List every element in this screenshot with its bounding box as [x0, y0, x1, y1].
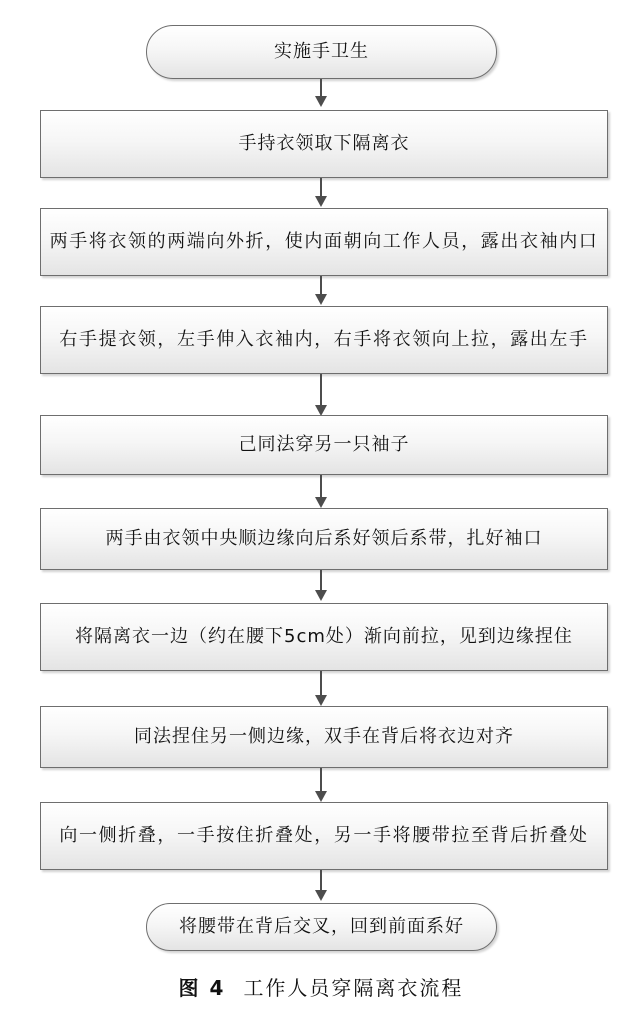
step-1-text: 手持衣领取下隔离衣 — [238, 133, 410, 154]
figure-number: 图 4 — [178, 976, 226, 1000]
connector-1 — [320, 79, 322, 97]
start-node — [146, 25, 497, 79]
connector-9 — [320, 870, 322, 891]
arrowhead-5 — [315, 497, 327, 508]
end-node — [146, 903, 497, 951]
step-5 — [40, 508, 608, 570]
step-6 — [40, 603, 608, 671]
connector-2 — [320, 178, 322, 197]
step-1 — [40, 110, 608, 178]
step-7 — [40, 706, 608, 768]
step-8 — [40, 802, 608, 870]
step-5-text: 两手由衣领中央顺边缘向后系好领后系带，扎好袖口 — [105, 528, 543, 549]
arrowhead-7 — [315, 695, 327, 706]
end-node-text: 将腰带在背后交叉，回到前面系好 — [179, 916, 464, 937]
step-8-text: 向一侧折叠，一手按住折叠处，另一手将腰带拉至背后折叠处 — [59, 825, 589, 846]
step-7-text: 同法捏住另一侧边缘，双手在背后将衣边对齐 — [134, 726, 514, 747]
connector-4 — [320, 374, 322, 406]
connector-5 — [320, 475, 322, 498]
step-4 — [40, 415, 608, 475]
figure-caption — [0, 972, 642, 1001]
arrowhead-6 — [315, 590, 327, 601]
step-2-text: 两手将衣领的两端向外折，使内面朝向工作人员，露出衣袖内口 — [49, 231, 599, 252]
connector-7 — [320, 671, 322, 696]
arrowhead-1 — [315, 96, 327, 107]
figure-title: 工作人员穿隔离衣流程 — [243, 976, 464, 1000]
step-3 — [40, 306, 608, 374]
connector-8 — [320, 768, 322, 792]
step-2 — [40, 208, 608, 276]
connector-6 — [320, 570, 322, 591]
arrowhead-8 — [315, 791, 327, 802]
arrowhead-2 — [315, 196, 327, 207]
arrowhead-9 — [315, 890, 327, 901]
arrowhead-3 — [315, 294, 327, 305]
step-3-text: 右手提衣领，左手伸入衣袖内，右手将衣领向上拉，露出左手 — [59, 329, 589, 350]
connector-3 — [320, 276, 322, 295]
step-6-text: 将隔离衣一边（约在腰下5cm处）渐向前拉，见到边缘捏住 — [75, 626, 573, 647]
start-node-text: 实施手卫生 — [274, 41, 369, 62]
step-4-text: 己同法穿另一只袖子 — [238, 434, 410, 455]
